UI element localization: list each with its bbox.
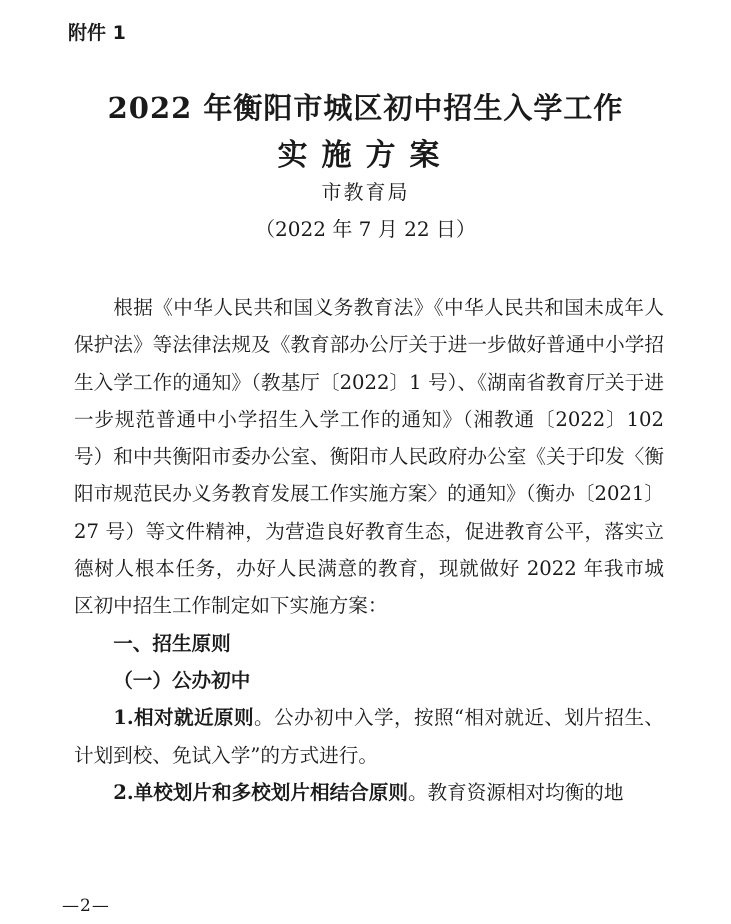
attachment-label: 附件 1 [68,22,126,44]
subsection-heading-public: （一）公办初中 [113,668,251,692]
item-text-1: 。公办初中入学，按照“相对就近、划片招生、计划到校、免试入学”的方式进行。 [74,706,664,767]
item-heading-1: 1.相对就近原则 [113,706,255,730]
item-paragraph-2 [74,774,664,811]
section-heading-principles: 一、招生原则 [113,631,231,655]
issue-date: （2022 年 7 月 22 日） [255,217,476,241]
item-paragraph-1 [74,699,664,774]
document-body [74,289,664,811]
document-title-line2: 实施方案 [277,138,454,173]
item-heading-2: 2.单校划片和多校划片相结合原则 [113,780,408,804]
issuer: 市教育局 [321,180,410,204]
item-text-2: 。教育资源相对均衡的地 [407,780,624,804]
page-number: —2— [62,896,110,916]
document-title-line1: 2022 年衡阳市城区初中招生入学工作 [107,91,624,125]
intro-paragraph: 根据《中华人民共和国义务教育法》《中华人民共和国未成年人保护法》等法律法规及《教育部办公厅关于进一步做好普通中小学招生入学工作的通知》（教基厅〔2022〕1 号）、《湖南省教育厅关于进一步规范普通中小学招生入学工作的通知》（湘教通〔2022〕102 号）和中共衡阳市委办公室、衡阳市人民政府办公室《关于印发〈衡阳市规范民办义务教育发展工作实施方案〉的通知》（衡办〔2021〕27 号）等文件精神，为营造良好教育生态，促进教育公平，落实立德树人根本任务，办好人民满意的教育，现就做好 2022 年我市城区初中招生工作制定如下实施方案： [74,296,664,618]
